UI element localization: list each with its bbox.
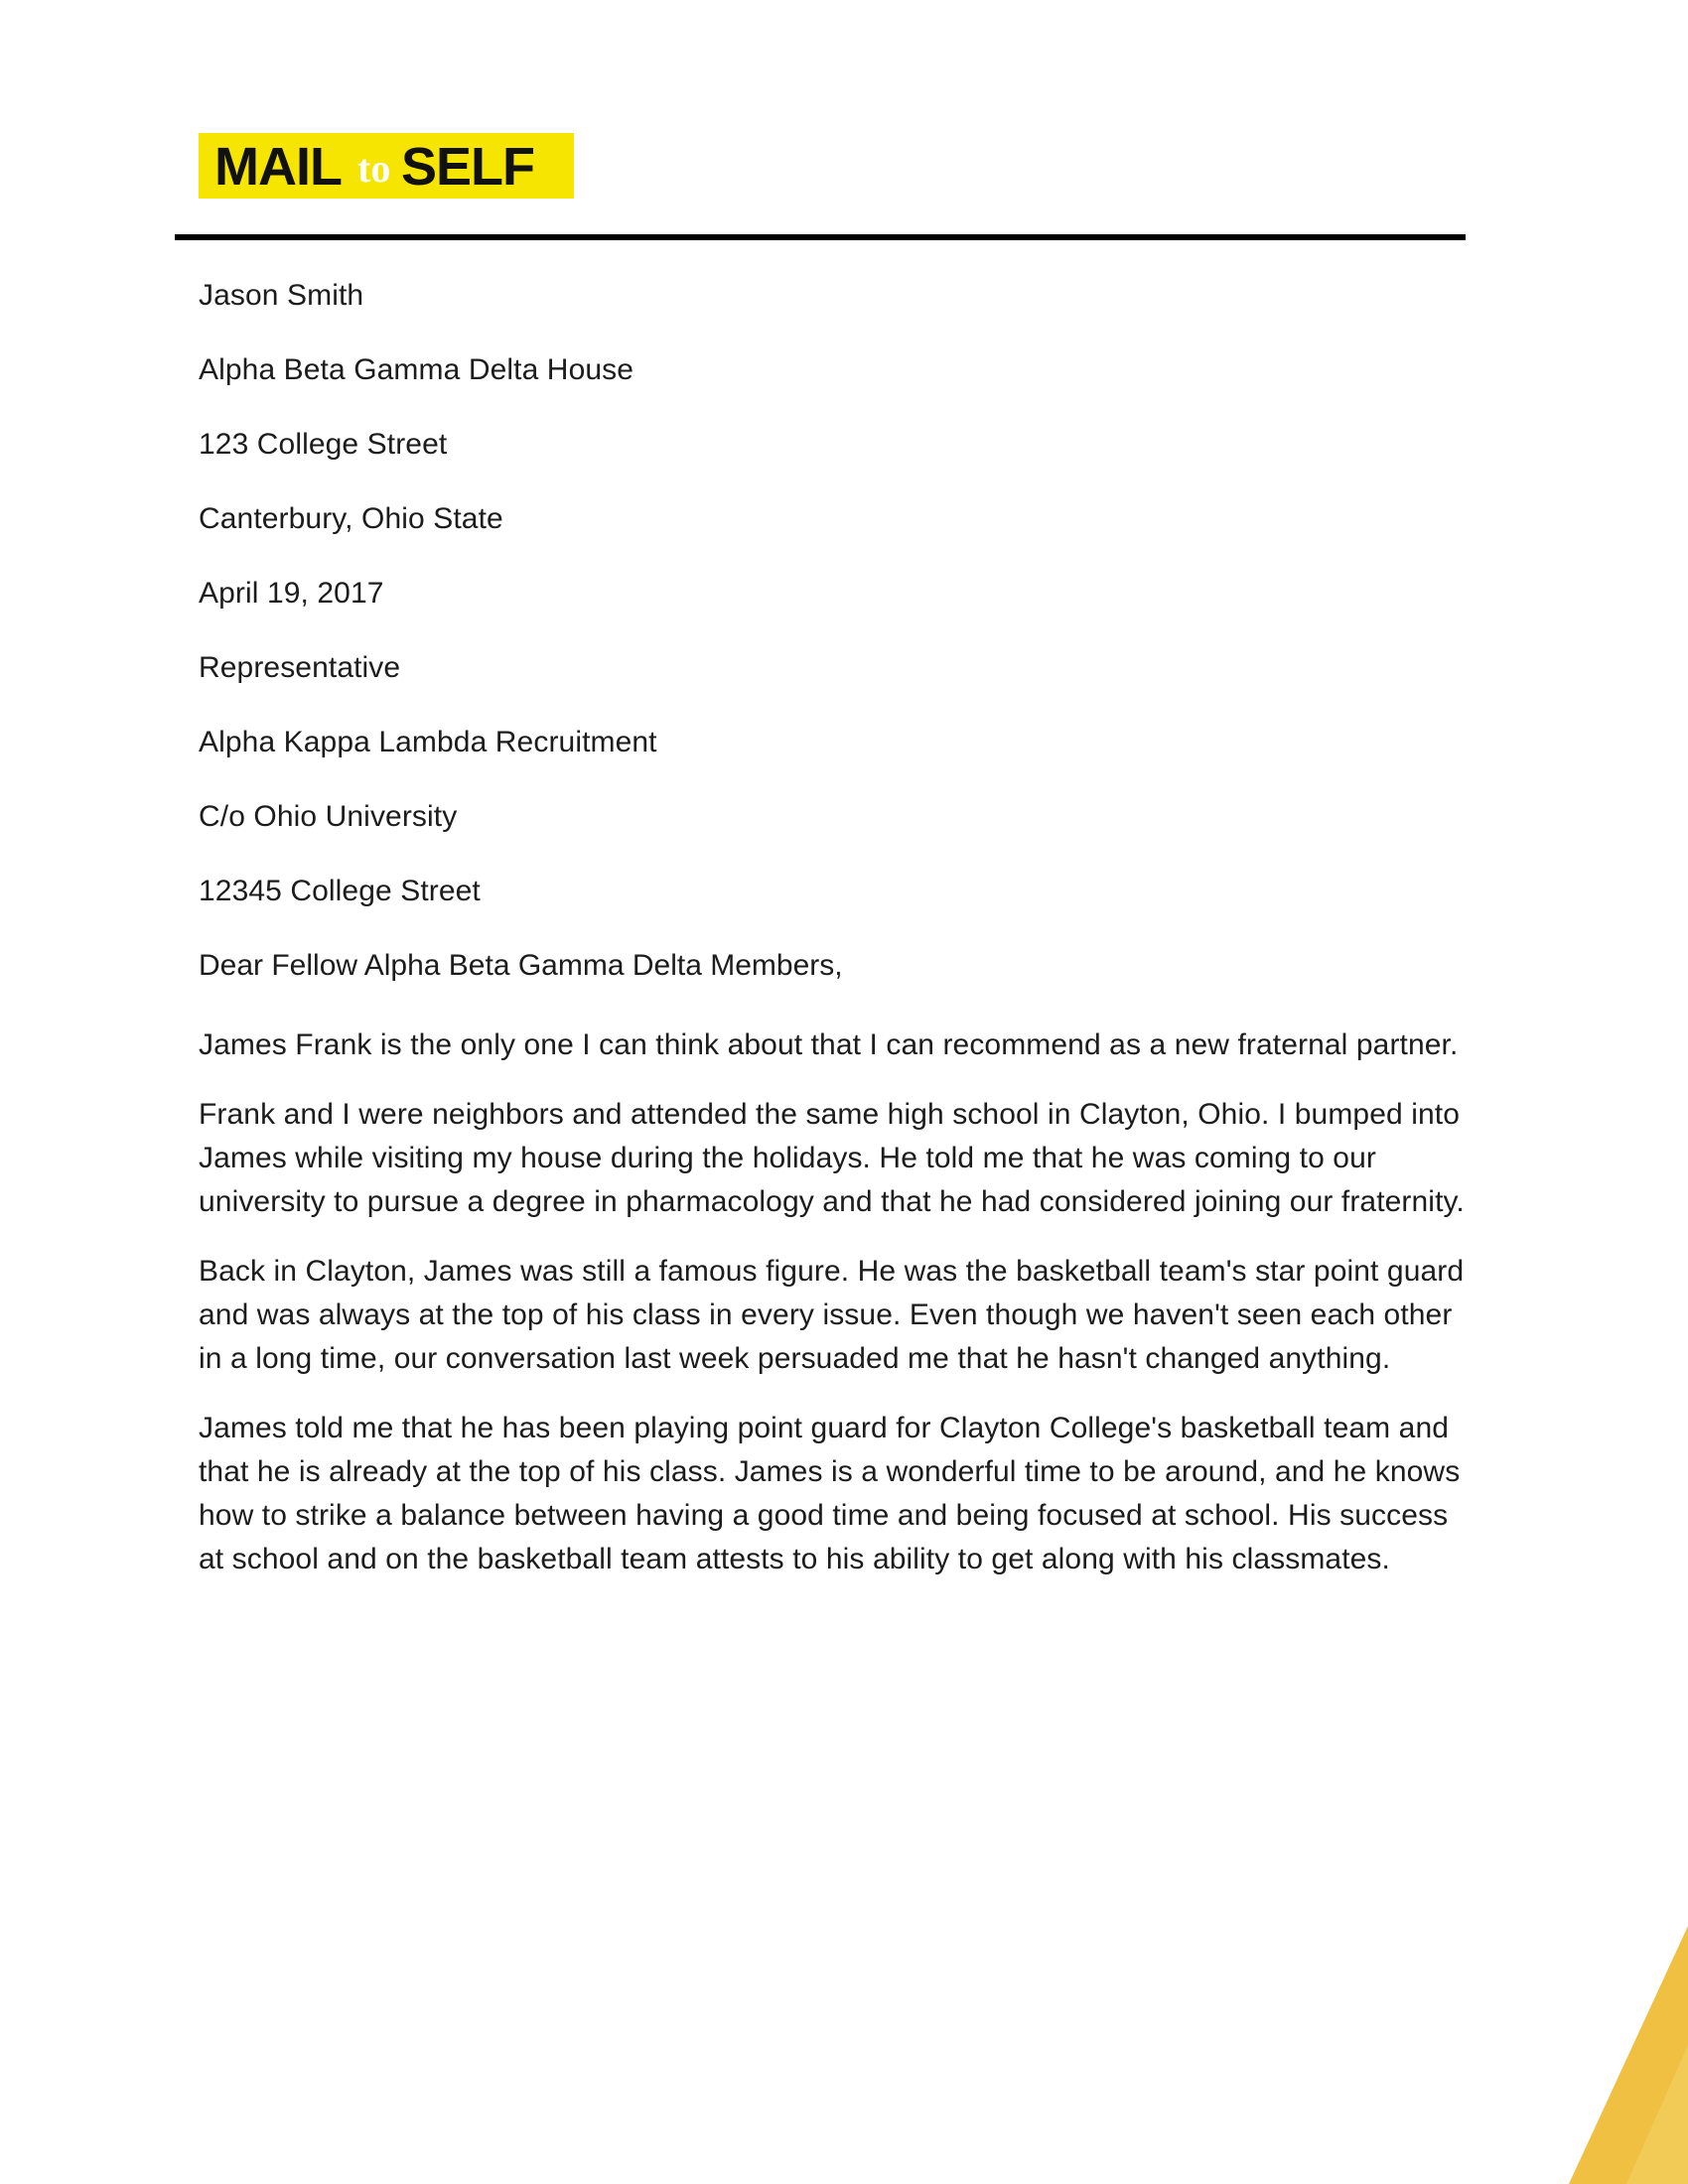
body-paragraph: James told me that he has been playing point guard for Clayton College's basketball team and that he is already at the top of his class. James is a wonderful time to be around, and he knows how to strike a balance between having a good time and being focused at school. His success at school and on the basketball team attests to his ability to get along with his classmates.: [199, 1412, 1461, 1575]
recipient-organization: Alpha Kappa Lambda Recruitment: [199, 726, 657, 758]
logo-text: [199, 133, 574, 199]
recipient-street: 12345 College Street: [199, 875, 481, 907]
letterhead: [175, 117, 1466, 246]
sender-city-state: Canterbury, Ohio State: [199, 502, 503, 535]
corner-wedge-decoration: [1569, 1926, 1688, 2184]
body-paragraph: Back in Clayton, James was still a famous figure. He was the basketball team's star point guard and was always at the top of his class in every issue. Even though we haven't seen each other in a long time, our conversation last week persuaded me that he hasn't changed anything.: [199, 1255, 1465, 1375]
corner-wedge-icon: [1569, 1926, 1688, 2184]
sender-name: Jason Smith: [199, 279, 364, 312]
salutation: Dear Fellow Alpha Beta Gamma Delta Members,: [199, 949, 843, 982]
body-paragraph: Frank and I were neighbors and attended the same high school in Clayton, Ohio. I bumped into James while visiting my house during the holidays. He told me that he was coming to our university to pursue a degree in pharmacology and that he had considered joining our fraternity.: [199, 1098, 1465, 1218]
logo-word-mail: MAIL: [214, 137, 342, 197]
letterhead-divider: [175, 234, 1466, 240]
logo-word-to: to: [357, 146, 391, 191]
sender-street: 123 College Street: [199, 428, 448, 461]
recipient-care-of: C/o Ohio University: [199, 800, 458, 833]
mail-to-self-logo: [199, 133, 574, 199]
logo-word-self: SELF: [401, 137, 535, 197]
letter-content: [199, 276, 1479, 1607]
sender-organization: Alpha Beta Gamma Delta House: [199, 353, 634, 386]
body-paragraph: James Frank is the only one I can think about that I can recommend as a new fraternal partner.: [199, 1028, 1459, 1061]
letter-date: April 19, 2017: [199, 577, 384, 610]
recipient-title: Representative: [199, 651, 401, 684]
